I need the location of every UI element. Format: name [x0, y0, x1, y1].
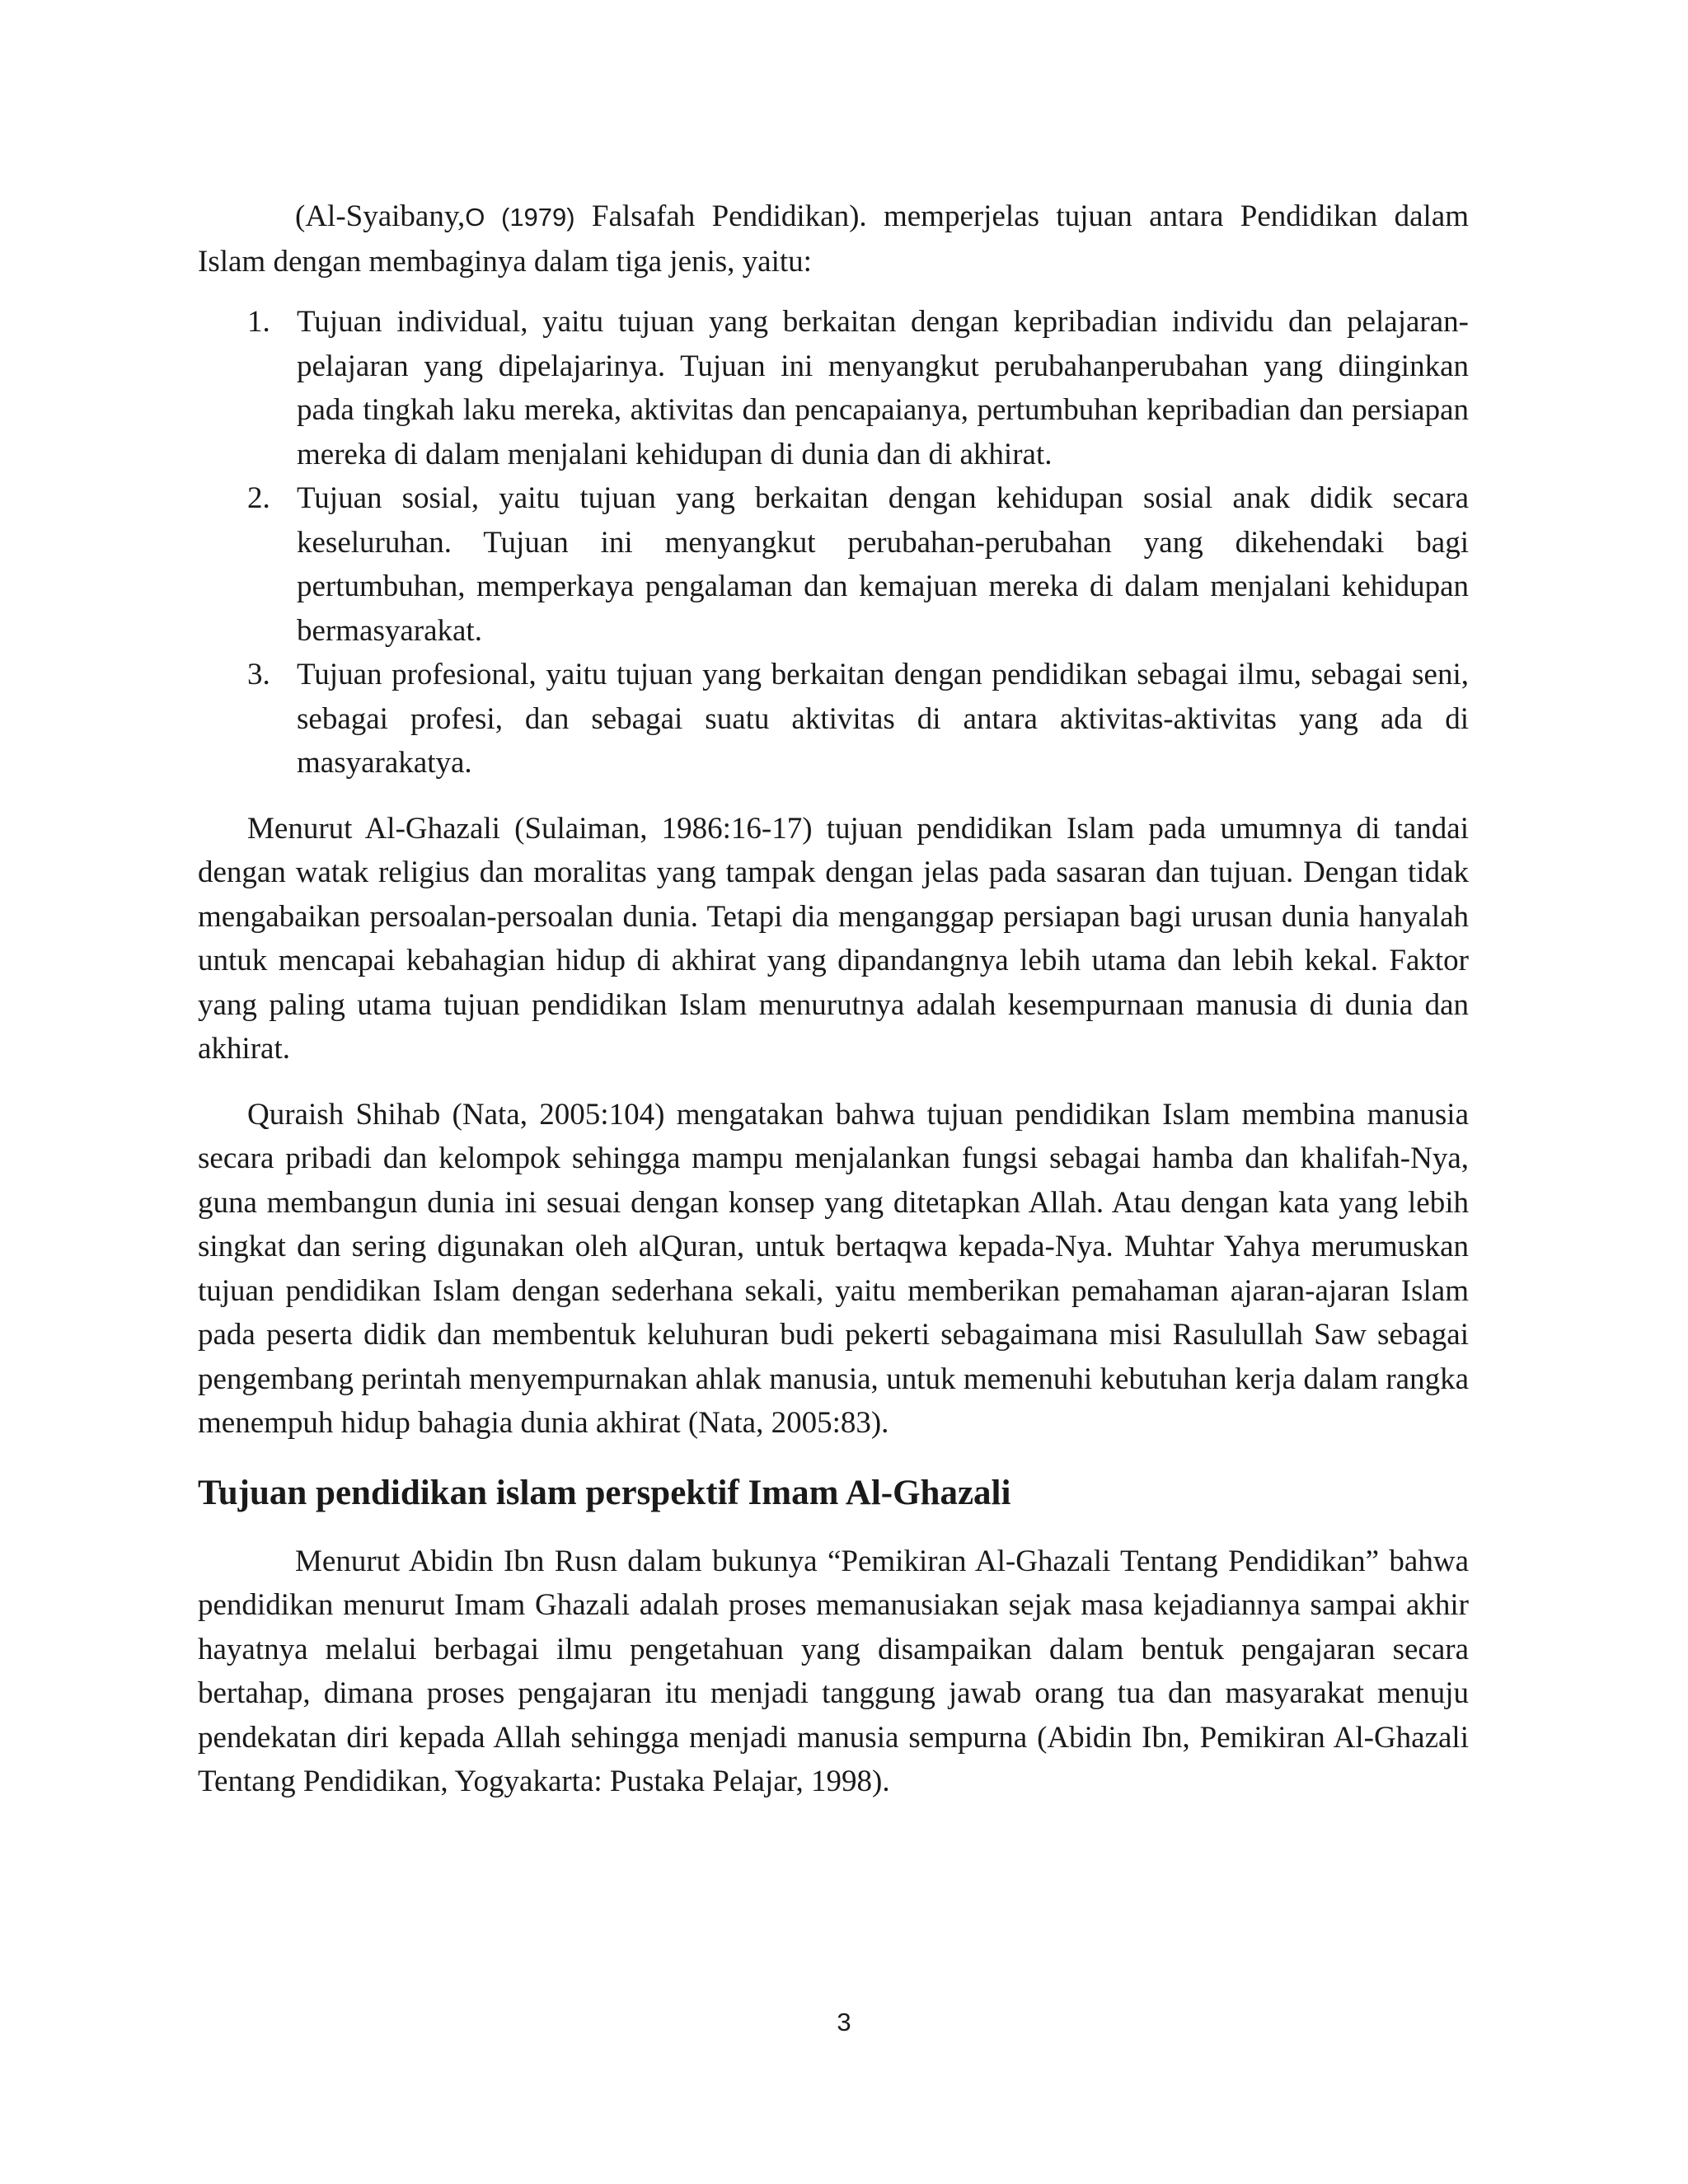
- list-item-number: 2.: [247, 481, 270, 515]
- list-item-text: Tujuan profesional, yaitu tujuan yang berkaitan dengan pendidikan sebagai ilmu, sebagai seni, sebagai profesi, dan sebagai suatu aktivitas di antara aktivitas-aktivitas yang ada di masyarakatya.: [297, 658, 1469, 780]
- page-number: 3: [837, 2008, 851, 2036]
- spacer: [198, 785, 1469, 807]
- ghazali-paragraph: Menurut Al-Ghazali (Sulaiman, 1986:16-17) tujuan pendidikan Islam pada umumnya di tandai dengan watak religius dan moralitas yang tampak dengan jelas pada sasaran dan tujuan. Dengan tidak mengabaikan persoalan-persoalan dunia. Tetapi dia menganggap persiapan bagi urusan dunia hanyalah untuk mencapai kebahagian hidup di akhirat yang dipandangnya lebih utama dan lebih kekal. Faktor yang paling utama tujuan pendidikan Islam menurutnya adalah kesempurnaan manusia di dunia dan akhirat.: [198, 811, 1469, 1066]
- spacer: [198, 1071, 1469, 1093]
- list-item: [198, 653, 1469, 785]
- list-item-text: Tujuan individual, yaitu tujuan yang berkaitan dengan kepribadian individu dan pelajaran-pelajaran yang dipelajarinya. Tujuan ini menyangkut perubahanperubahan yang diinginkan pada tingkah laku mereka, aktivitas dan pencapaianya, pertumbuhan kepribadian dan persiapan mereka di dalam menjalani kehidupan di dunia dan di akhirat.: [297, 305, 1469, 471]
- list-item: [198, 476, 1469, 653]
- intro-lead: (Al-Syaibany,: [295, 199, 466, 233]
- intro-rest: Falsafah Pendidikan). memperjelas tujuan antara Pendidikan dalam Islam dengan membaginya dalam tiga jenis, yaitu:: [198, 199, 1469, 279]
- list-item: [198, 300, 1469, 476]
- list-item-text: Tujuan sosial, yaitu tujuan yang berkaitan dengan kehidupan sosial anak didik secara keseluruhan. Tujuan ini menyangkut perubahan-perubahan yang dikehendaki bagi pertumbuhan, memperkaya pengalaman dan kemajuan mereka di dalam menjalani kehidupan bermasyarakat.: [297, 481, 1469, 648]
- abidin-paragraph: Menurut Abidin Ibn Rusn dalam bukunya “Pemikiran Al-Ghazali Tentang Pendidikan” bahwa pendidikan menurut Imam Ghazali adalah proses memanusiakan sejak masa kejadiannya sampai akhir hayatnya melalui berbagai ilmu pengetahuan yang disampaikan dalam bentuk pengajaran secara bertahap, dimana proses pengajaran itu menjadi tanggung jawab orang tua dan masyarakat menuju pendekatan diri kepada Allah sehingga menjadi manusia sempurna (Abidin Ibn, Pemikiran Al-Ghazali Tentang Pendidikan, Yogyakarta: Pustaka Pelajar, 1998).: [198, 1544, 1469, 1798]
- list-item-number: 3.: [247, 658, 270, 691]
- page-content: [198, 194, 1469, 1804]
- list-item-number: 1.: [247, 305, 270, 339]
- intro-citation: O (1979): [465, 203, 575, 232]
- goals-list: [198, 300, 1469, 785]
- quraish-paragraph: Quraish Shihab (Nata, 2005:104) mengatakan bahwa tujuan pendidikan Islam membina manusia secara pribadi dan kelompok sehingga mampu menjalankan fungsi sebagai hamba dan khalifah-Nya, guna membangun dunia ini sesuai dengan konsep yang ditetapkan Allah. Atau dengan kata yang lebih singkat dan sering digunakan oleh alQuran, untuk bertaqwa kepada-Nya. Muhtar Yahya merumuskan tujuan pendidikan Islam dengan sederhana sekali, yaitu memberikan pemahaman ajaran-ajaran Islam pada peserta didik dan membentuk keluhuran budi pekerti sebagaimana misi Rasulullah Saw sebagai pengembang perintah menyempurnakan ahlak manusia, untuk memenuhi kebutuhan kerja dalam rangka menempuh hidup bahagia dunia akhirat (Nata, 2005:83).: [198, 1097, 1469, 1440]
- section-heading: Tujuan pendidikan islam perspektif Imam Al-Ghazali: [198, 1473, 1011, 1512]
- intro-paragraph: [198, 194, 1469, 284]
